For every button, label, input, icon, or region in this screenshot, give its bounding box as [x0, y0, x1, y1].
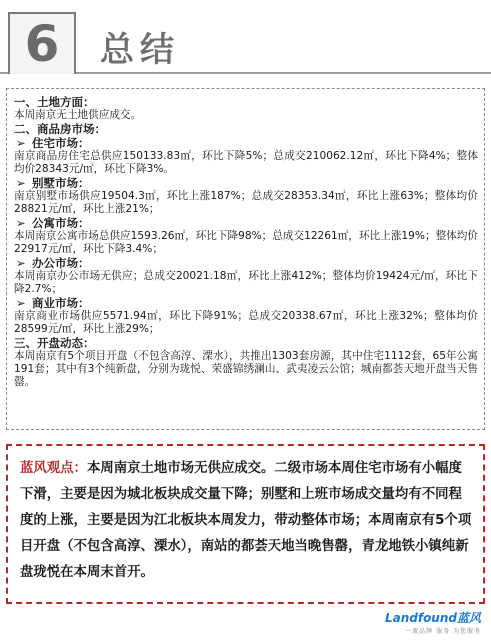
brand-logo	[385, 609, 481, 635]
section-housing-title: 二、商品房市场：	[14, 122, 106, 136]
viewpoint-text: 本周南京土地市场无供应成交。二级市场本周住宅市场有小幅度下滑，主要是因为城北板块成交量下降；别墅和上班市场成交量均有不同程度的上涨，主要是因为江北板块本周发力，带动整体市场；本周南京有5个项目开盘（不包含高淳、溧水），南站的都荟天地当晚售罄，青龙地铁小镇纯新盘珑悦在本周末首开。	[20, 461, 472, 580]
commercial-title: 商业市场：	[32, 296, 90, 310]
apartment-title: 公寓市场：	[32, 216, 90, 230]
arrow-icon: ➢	[16, 256, 26, 270]
office-text: 本周南京办公市场无供应；总成交20021.18㎡，环比上涨412%；整体均价19424元/㎡，环比下降2.7%；	[14, 270, 478, 295]
viewpoint-box	[6, 444, 485, 604]
arrow-icon: ➢	[16, 176, 26, 190]
section-land-text: 本周南京无土地供应成交。	[14, 109, 142, 121]
villa-text: 南京别墅市场供应19504.3㎡，环比上涨187%；总成交28353.34㎡，环比上涨63%；整体均价28821元/㎡，环比上涨21%；	[14, 190, 478, 215]
office-heading	[14, 256, 478, 270]
arrow-icon: ➢	[16, 136, 26, 150]
brand-tagline: 一流品牌 服务 为您服务	[405, 628, 481, 635]
brand-name: Landfound蓝风	[384, 611, 481, 625]
section-land-title: 一、土地方面：	[14, 95, 95, 109]
summary-box	[6, 88, 485, 430]
section-number: 6	[8, 12, 76, 74]
residential-text: 南京商品房住宅总供应150133.83㎡，环比下降5%；总成交210062.12㎡，环比下降4%；整体均价28343元/㎡，环比下降3%。	[14, 150, 478, 175]
residential-title: 住宅市场：	[32, 136, 90, 150]
arrow-icon: ➢	[16, 216, 26, 230]
viewpoint-label: 蓝风观点：	[20, 461, 87, 476]
apartment-text: 本周南京公寓市场总供应1593.26㎡，环比下降98%；总成交12261㎡，环比上涨19%；整体均价22917元/㎡，环比下降3.4%；	[14, 230, 478, 255]
arrow-icon: ➢	[16, 296, 26, 310]
commercial-heading	[14, 296, 478, 310]
villa-title: 别墅市场：	[32, 176, 90, 190]
villa-heading	[14, 176, 478, 190]
residential-heading	[14, 136, 478, 150]
office-title: 办公市场：	[32, 256, 90, 270]
page-title: 总结	[100, 30, 180, 70]
commercial-text: 南京商业市场供应5571.94㎡，环比下降91%；总成交20338.67㎡，环比上涨32%；整体均价28599元/㎡，环比上涨29%；	[14, 310, 478, 335]
apartment-heading	[14, 216, 478, 230]
section-opening-title: 三、开盘动态：	[14, 336, 95, 350]
section-opening-text: 本周南京有5个项目开盘（不包含高淳、溧水），共推出1303套房源，其中住宅1112套，65年公寓191套；其中有3个纯新盘，分别为珑悦、荣盛锦绣澜山、武夷凌云公馆；城南都荟天地开盘当天售罄。	[14, 350, 478, 388]
